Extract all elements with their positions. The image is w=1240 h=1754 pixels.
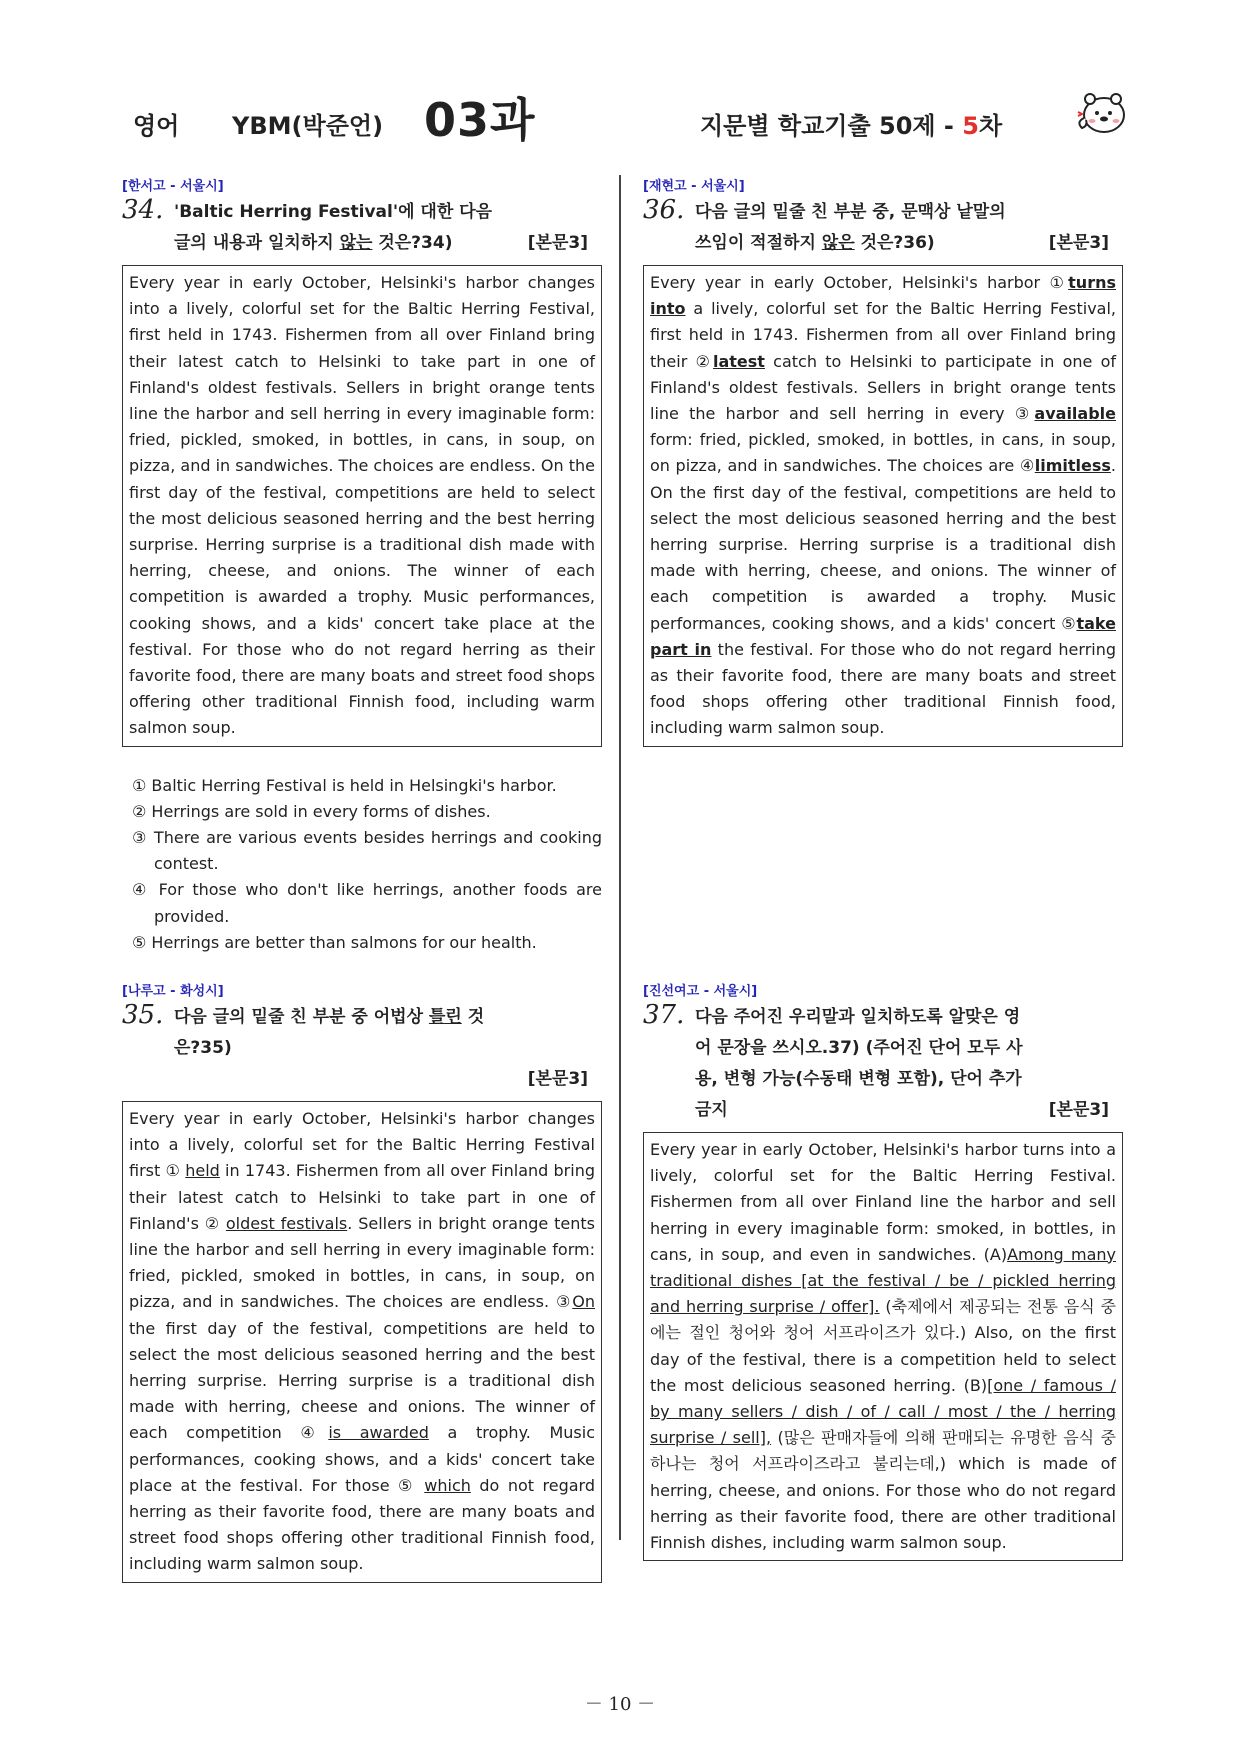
passage-box xyxy=(643,1132,1123,1561)
question-text-underlined: 않는 xyxy=(339,233,373,253)
passage-text: (축제에서 제공되는 전통 음식 중에는 절인 청어와 청어 서프라이즈가 있다.) Also, on the first day of the festival, there is a competition held to select the most delicious seasoned herring. (B) xyxy=(650,1297,1116,1395)
question-heading xyxy=(643,197,1123,259)
question-text-underlined: 틀린 xyxy=(428,1007,462,1027)
column-divider xyxy=(619,175,621,1540)
question-number: 37. xyxy=(643,1000,685,1030)
underlined-option-4: limitless xyxy=(1034,456,1111,476)
question-number: 36. xyxy=(643,195,685,225)
passage-text: the first day of the festival, competitions are held to select the most delicious seasoned herring and the best herring surprise. Herring surprise is a traditional dish made with herring, cheese and onions. The winner of each competition ④ xyxy=(129,1318,595,1443)
underlined-option-3: On xyxy=(572,1292,595,1312)
passage-box: Every year in early October, Helsinki's harbor changes into a lively, colorful set for the Baltic Herring Festival, first held in 1743. Fishermen from all over Finland bring their latest catch to Helsinki to take part in one of Finland's oldest festivals. Sellers in bright orange tents line the harbor and sell herring in every imaginable form: fried, pickled, smoked, in bottles, in cans, in soup, on pizza, and in sandwiches. The choices are endless. On the first day of the festival, competitions are held to select the most delicious seasoned herring and the best herring surprise. Herring surprise is a traditional dish made with herring, cheese, and onions. The winner of each competition is awarded a trophy. Music performances, cooking shows, and a kids' concert take place at the festival. For those who do not regard herring as their favorite food, there are many boats and street food shops offering other traditional Finnish food, including warm salmon soup. xyxy=(122,265,602,747)
bear-mascot-icon xyxy=(1074,88,1130,138)
passage-text: do not regard herring as their favorite food, there are many boats and street food shops offering other traditional Finnish food, including warm salmon soup. xyxy=(129,1475,596,1574)
passage-box xyxy=(122,1101,602,1583)
choice-3[interactable]: ③ There are various events besides herrings and cooking contest. xyxy=(132,828,602,874)
worksheet-title xyxy=(700,106,1002,141)
question-text-part: 것은?35) xyxy=(174,1007,485,1058)
passage-text: Every year in early October, Helsinki's harbor changes into a lively, colorful set for the Baltic Herring Festival first ① xyxy=(129,1109,595,1181)
lesson-label: 03과 xyxy=(424,93,536,147)
passage-box xyxy=(643,265,1123,747)
underlined-option-1: turns into xyxy=(650,273,1116,319)
question-heading xyxy=(122,197,602,259)
question-text-part: 것은?36) xyxy=(854,233,935,253)
passage-text: a lively, colorful set for the Baltic Herring Festival, first held in 1743. Fishermen from all over Finland bring their ② xyxy=(650,299,1116,371)
page-header xyxy=(0,78,1240,158)
title-suffix: 차 xyxy=(978,112,1003,140)
question-37 xyxy=(643,980,1123,1561)
question-34 xyxy=(122,175,602,956)
passage-text: form: fried, pickled, smoked, in bottles, in cans, in soup, on pizza, and in sandwiches. The choices are ④ xyxy=(650,430,1116,476)
underlined-option-5: which xyxy=(424,1475,471,1495)
underlined-prompt-a: Among many traditional dishes [at the festival / be / pickled herring and herring surprise / offer]. xyxy=(650,1244,1116,1317)
textbook-label: YBM(박준언) xyxy=(232,112,384,140)
question-text: 다음 주어진 우리말과 일치하도록 알맞은 영어 문장을 쓰시오.37) (주어진 단어 모두 사용, 변형 가능(수동태 변형 포함), 단어 추가 금지 xyxy=(695,1007,1023,1120)
question-36 xyxy=(643,175,1123,747)
question-source: [나루고 - 화성시] xyxy=(122,984,224,999)
choice-5[interactable]: ⑤ Herrings are better than salmons for our health. xyxy=(132,932,537,952)
passage-text: a trophy. Music performances, cooking shows, and a kids' concert take place at the festival. For those ⑤ xyxy=(129,1423,596,1495)
passage-text: the festival. For those who do not regard herring as their favorite food, there are many boats and street food shops offering other traditional Finnish food, including warm salmon soup. xyxy=(650,639,1117,738)
section-tag: [본문3] xyxy=(527,233,588,253)
passage-text: . On the first day of the festival, competitions are held to select the most delicious seasoned herring and the best herring surprise. Herring surprise is a traditional dish made with herring, cheese, and onions. The winner of each competition is awarded a trophy. Music performances, cooking shows, and a kids' concert ⑤ xyxy=(650,456,1116,633)
question-text-part: 다음 글의 밑줄 친 부분 중, 문맥상 낱말의 쓰임이 적절하지 xyxy=(695,202,1006,253)
passage-text: catch to Helsinki to participate in one of Finland's oldest festivals. Sellers in bright orange tents line the harbor and sell herring in every ③ xyxy=(650,351,1117,424)
choice-4[interactable]: ④ For those who don't like herrings, another foods are provided. xyxy=(132,880,602,926)
question-text-part: 다음 글의 밑줄 친 부분 중 어법상 xyxy=(174,1007,429,1027)
question-number: 34. xyxy=(122,195,164,225)
section-tag: [본문3] xyxy=(527,1069,588,1089)
section-tag: [본문3] xyxy=(1048,1100,1109,1120)
underlined-option-1: held xyxy=(185,1161,220,1181)
round-number: 5 xyxy=(962,112,979,140)
question-35 xyxy=(122,980,602,1583)
underlined-option-3: available xyxy=(1034,404,1116,424)
passage-text: Every year in early October, Helsinki's harbor turns into a lively, colorful set for the Baltic Herring Festival. Fishermen from all over Finland line the harbor and sell herring in every imaginable form: smoked, in bottles, in cans, in soup, and even in sandwiches. (A) xyxy=(650,1140,1116,1264)
title-prefix: 지문별 학교기출 50제 - xyxy=(700,112,963,140)
answer-choices xyxy=(122,773,602,956)
question-text-underlined: 않은 xyxy=(821,233,855,253)
question-text-part: 것은?34) xyxy=(372,233,453,253)
passage-text: . Sellers in bright orange tents line the harbor and sell herring in every imaginable form: fried, pickled, smoked in bottles, in cans, in soup, on pizza, and in sandwiches. The choices are endless. ③ xyxy=(129,1213,596,1312)
question-text-part: 'Baltic Herring Festival'에 대한 다음 글의 내용과 일치하지 xyxy=(174,202,493,253)
subject-label: 영어 xyxy=(133,112,180,140)
underlined-option-5: take part in xyxy=(650,613,1116,659)
question-source: [재현고 - 서울시] xyxy=(643,179,745,194)
question-source: [진선여고 - 서울시] xyxy=(643,984,758,999)
question-number: 35. xyxy=(122,1000,164,1030)
passage-text: (많은 판매자들에 의해 판매되는 유명한 음식 중 하나는 청어 서프라이즈라고 불리는데,) which is made of herring, cheese, and onions. For those who do not regard herring as their favorite food, there are other traditional Finnish dishes, including warm salmon soup. xyxy=(650,1428,1117,1553)
underlined-option-2: latest xyxy=(713,351,765,371)
section-tag: [본문3] xyxy=(1048,233,1109,253)
passage-text: in 1743. Fishermen from all over Finland bring their latest catch to Helsinki to take part in one of Finland's ② xyxy=(129,1161,596,1233)
underlined-option-4: is awarded xyxy=(328,1423,429,1443)
underlined-prompt-b: [one / famous / by many sellers / dish / of / call / most / the / herring surprise / sell], xyxy=(650,1375,1117,1448)
choice-2[interactable]: ② Herrings are sold in every forms of dishes. xyxy=(132,801,491,821)
underlined-option-2: oldest festivals xyxy=(225,1213,348,1233)
question-heading xyxy=(643,1002,1123,1126)
question-source: [한서고 - 서울시] xyxy=(122,179,224,194)
passage-text: Every year in early October, Helsinki's harbor ① xyxy=(650,273,1069,292)
question-text xyxy=(122,1002,602,1064)
choice-1[interactable]: ① Baltic Herring Festival is held in Helsingki's harbor. xyxy=(132,775,557,795)
question-heading xyxy=(122,1002,602,1095)
page-number: － 10 － xyxy=(584,1694,656,1715)
